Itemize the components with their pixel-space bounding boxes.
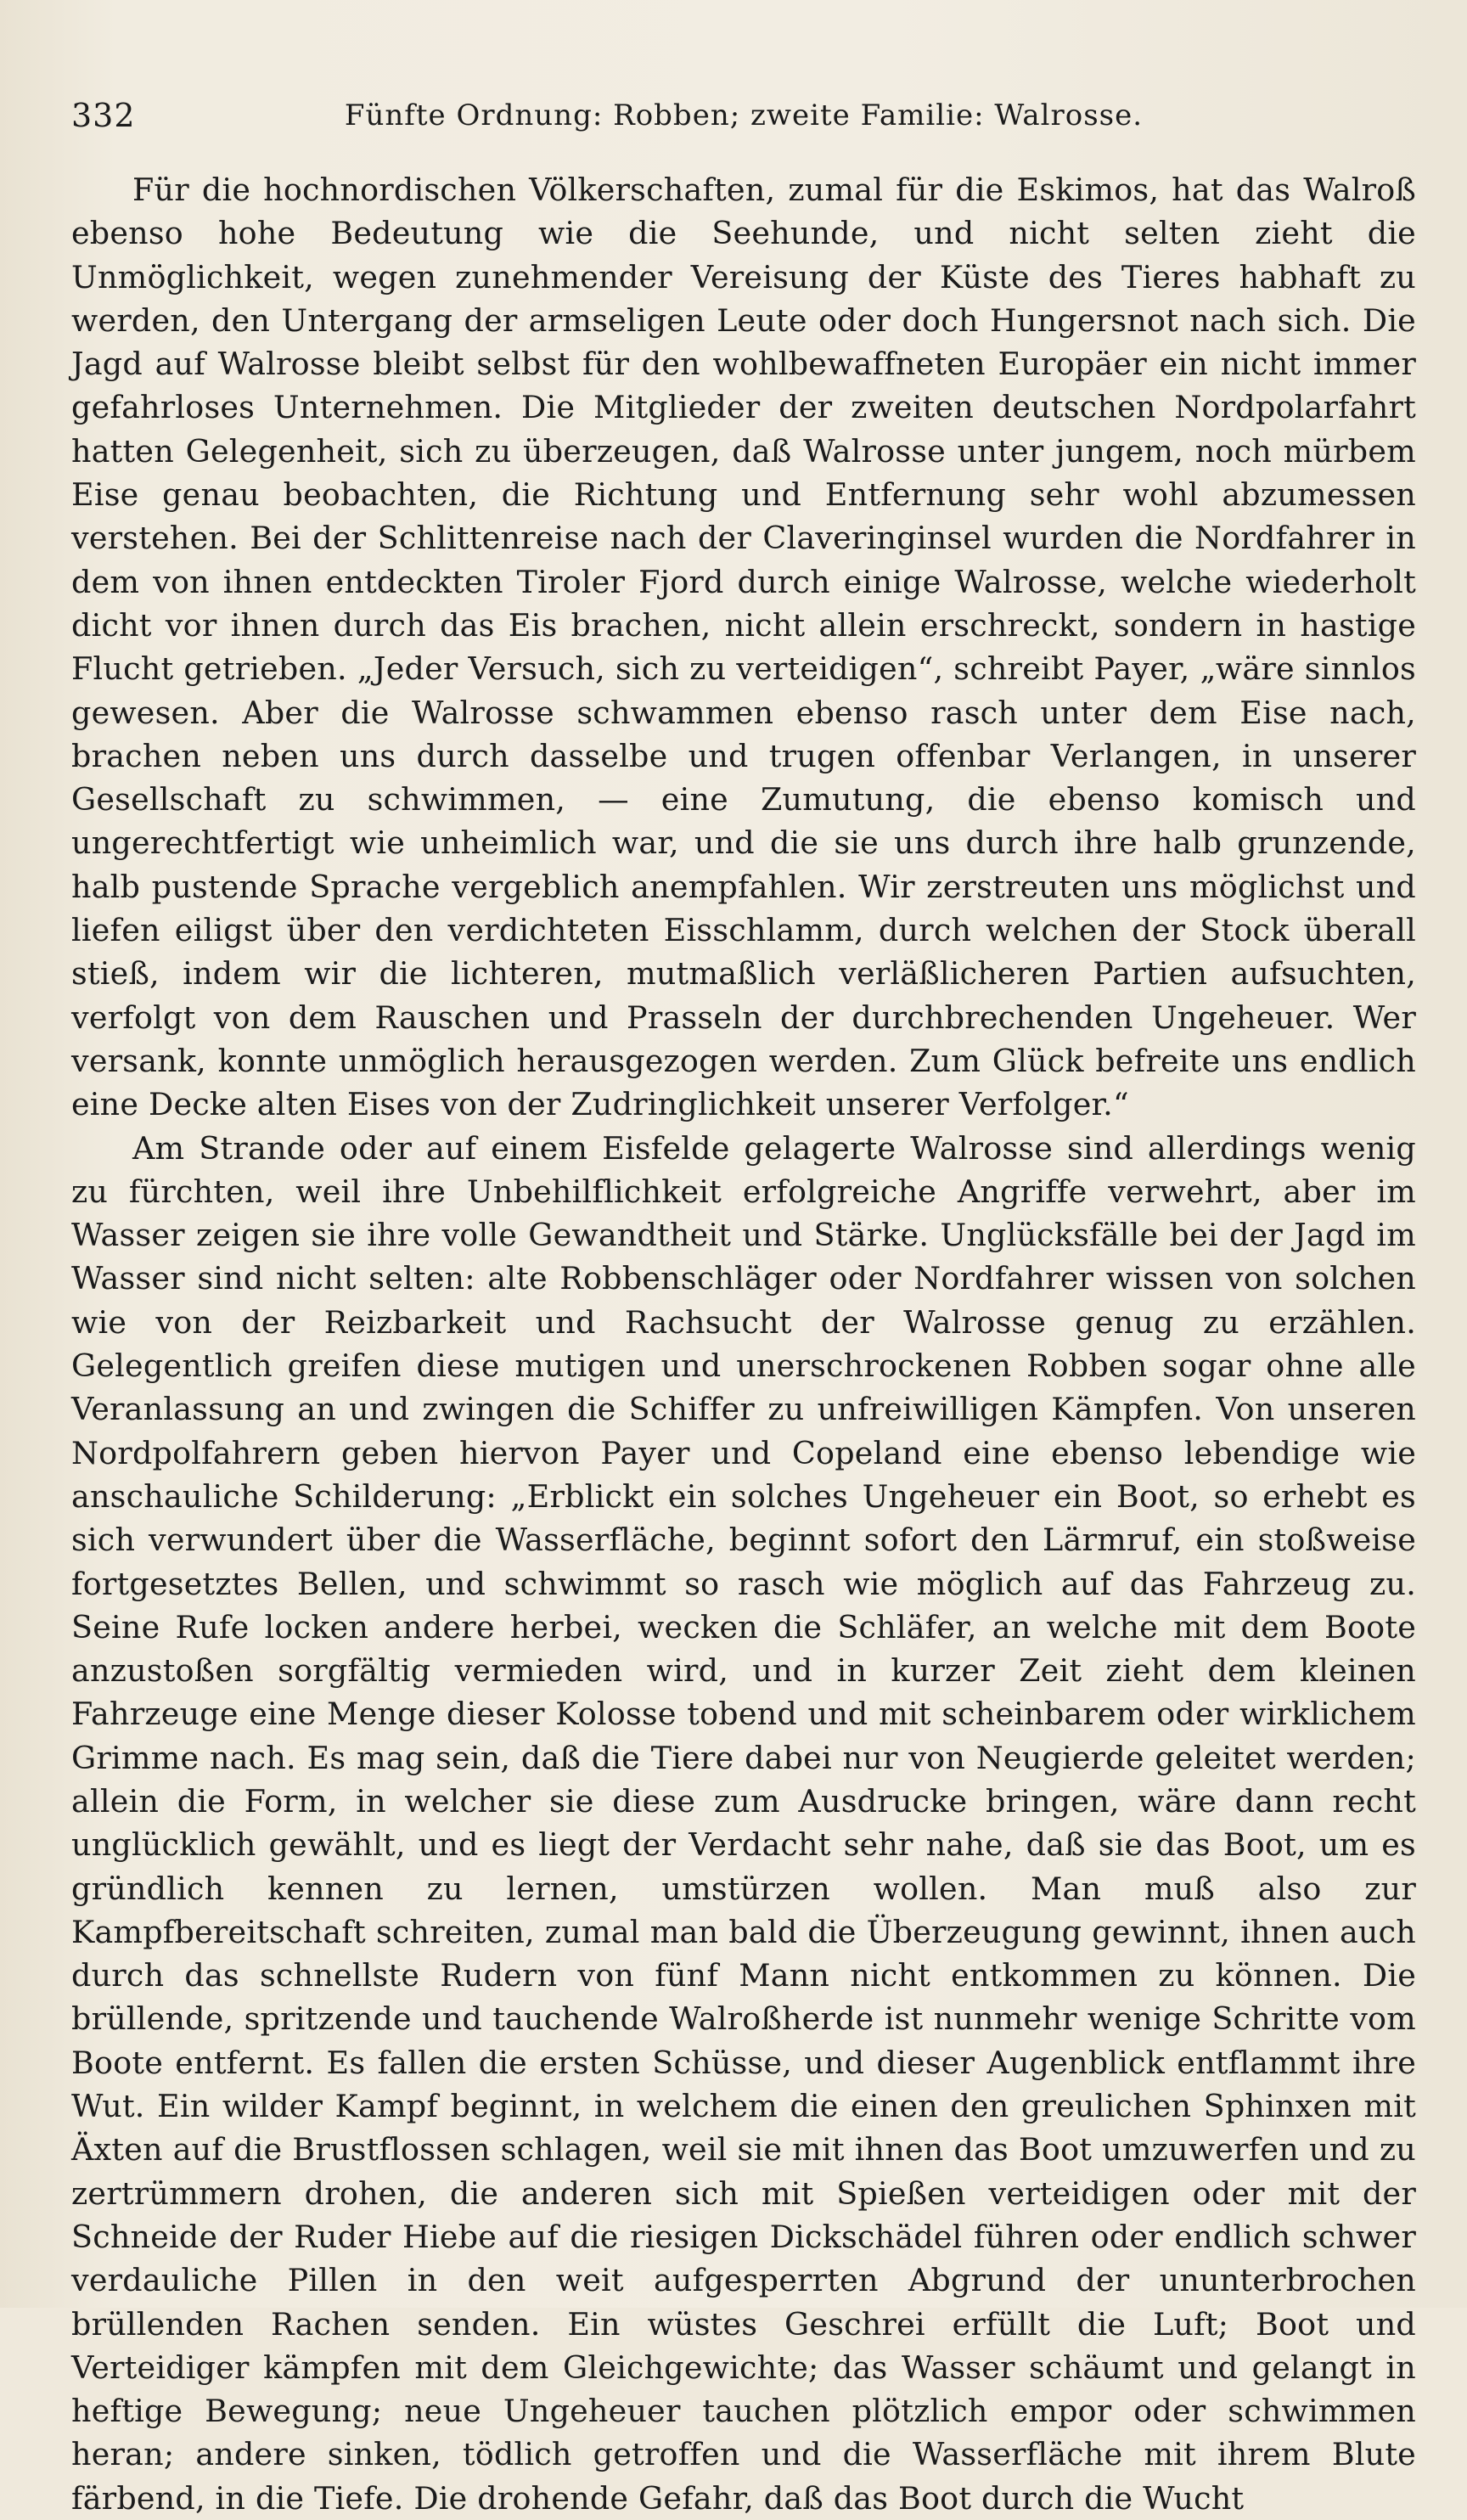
page-header bbox=[71, 92, 1416, 139]
body-text bbox=[71, 168, 1416, 2520]
paragraph: Am Strande oder auf einem Eisfelde gelagerte Walrosse sind allerdings wenig zu fürchten, weil ihre Unbehilflichkeit erfolgreiche Angriffe verwehrt, aber im Wasser zeigen sie ihre volle Gewandtheit und Stärke. Unglücksfälle bei der Jagd im Wasser sind nicht selten: alte Robbenschläger oder Nordfahrer wissen von solchen wie von der Reizbarkeit und Rachsucht der Walrosse genug zu erzählen. Gelegentlich greifen diese mutigen und unerschrockenen Robben sogar ohne alle Veranlassung an und zwingen die Schiffer zu unfreiwilligen Kämpfen. Von unseren Nordpolfahrern geben hiervon Payer und Copeland eine ebenso lebendige wie anschauliche Schilderung: „Erblickt ein solches Ungeheuer ein Boot, so erhebt es sich verwundert über die Wasserfläche, beginnt sofort den Lärmruf, ein stoßweise fortgesetztes Bellen, und schwimmt so rasch wie möglich auf das Fahrzeug zu. Seine Rufe locken andere herbei, wecken die Schläfer, an welche mit dem Boote anzustoßen sorgfältig vermieden wird, und in kurzer Zeit zieht dem kleinen Fahrzeuge eine Menge dieser Kolosse tobend und mit scheinbarem oder wirklichem Grimme nach. Es mag sein, daß die Tiere dabei nur von Neugierde geleitet werden; allein die Form, in welcher sie diese zum Ausdrucke bringen, wäre dann recht unglücklich gewählt, und es liegt der Verdacht sehr nahe, daß sie das Boot, um es gründlich kennen zu lernen, umstürzen wollen. Man muß also zur Kampfbereitschaft schreiten, zumal man bald die Überzeugung gewinnt, ihnen auch durch das schnellste Rudern von fünf Mann nicht entkommen zu können. Die brüllende, spritzende und tauchende Walroßherde ist nunmehr wenige Schritte vom Boote entfernt. Es fallen die ersten Schüsse, und dieser Augenblick entflammt ihre Wut. Ein wilder Kampf beginnt, in welchem die einen den greulichen Sphinxen mit Äxten auf die Brustflossen schlagen, weil sie mit ihnen das Boot umzuwerfen und zu zertrümmern drohen, die anderen sich mit Spießen verteidigen oder mit der Schneide der Ruder Hiebe auf die riesigen Dickschädel führen oder endlich schwer verdauliche Pillen in den weit aufgesperrten Abgrund der ununterbrochen brüllenden Rachen senden. Ein wüstes Geschrei erfüllt die Luft; Boot und Verteidiger kämpfen mit dem Gleichgewichte; das Wasser schäumt und gelangt in heftige Bewegung; neue Ungeheuer tauchen plötzlich empor oder schwimmen heran; andere sinken, tödlich getroffen und die Wasserfläche mit ihrem Blute färbend, in die Tiefe. Die drohende Gefahr, daß das Boot durch die Wucht bbox=[71, 1129, 1416, 2517]
paragraph: Für die hochnordischen Völkerschaften, zumal für die Eskimos, hat das Walroß ebenso hohe Bedeutung wie die Seehunde, und nicht selten zieht die Unmöglichkeit, wegen zunehmender Vereisung der Küste des Tieres habhaft zu werden, den Untergang der armseligen Leute oder doch Hungersnot nach sich. Die Jagd auf Walrosse bleibt selbst für den wohlbewaffneten Europäer ein nicht immer gefahrloses Unternehmen. Die Mitglieder der zweiten deutschen Nordpolarfahrt hatten Gelegenheit, sich zu überzeugen, daß Walrosse unter jungem, noch mürbem Eise genau beobachten, die Richtung und Entfernung sehr wohl abzumessen verstehen. Bei der Schlittenreise nach der Claveringinsel wurden die Nordfahrer in dem von ihnen entdeckten Tiroler Fjord durch einige Walrosse, welche wiederholt dicht vor ihnen durch das Eis brachen, nicht allein erschreckt, sondern in hastige Flucht getrieben. „Jeder Versuch, sich zu verteidigen“, schreibt Payer, „wäre sinnlos gewesen. Aber die Walrosse schwammen ebenso rasch unter dem Eise nach, brachen neben uns durch dasselbe und trugen offenbar Verlangen, in unserer Gesellschaft zu schwimmen, — eine Zumutung, die ebenso komisch und ungerechtfertigt wie unheimlich war, und die sie uns durch ihre halb grunzende, halb pustende Sprache vergeblich anempfahlen. Wir zerstreuten uns möglichst und liefen eiligst über den verdichteten Eisschlamm, durch welchen der Stock überall stieß, indem wir die lichteren, mutmaßlich verläßlicheren Partien aufsuchten, verfolgt von dem Rauschen und Prasseln der durchbrechenden Ungeheuer. Wer versank, konnte unmöglich herausgezogen werden. Zum Glück befreite uns endlich eine Decke alten Eises von der Zudringlichkeit unserer Verfolger.“ bbox=[71, 172, 1416, 1123]
running-head: Fünfte Ordnung: Robben; zweite Familie: Walrosse. bbox=[344, 98, 1144, 132]
page-number: 332 bbox=[71, 97, 136, 134]
